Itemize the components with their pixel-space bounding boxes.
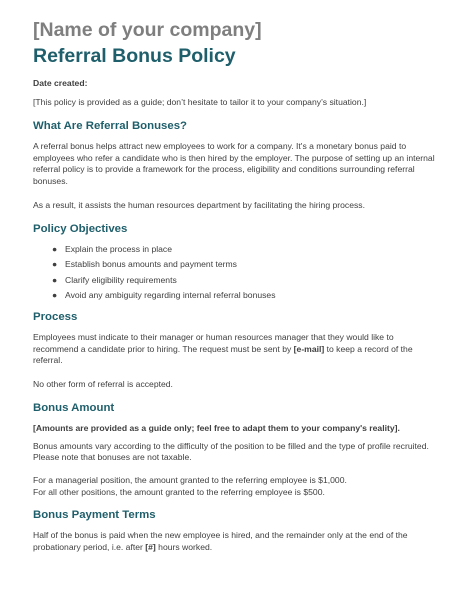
list-item: [52, 259, 446, 271]
section-heading-bonus-amount: Bonus Amount: [33, 401, 115, 414]
intro-note: [This policy is provided as a guide; don’t hesitate to tailor it to your company’s situation.]: [33, 97, 367, 107]
text-line: Bonus amounts vary according to the difficulty of the position to be filled and the type of profile recruited.: [33, 440, 429, 451]
section-heading-process: Process: [33, 311, 78, 323]
hours-placeholder: [#]: [145, 542, 156, 553]
text-segment: hours worked.: [155, 542, 213, 553]
bonus-amount-paragraph: [33, 441, 446, 464]
bullet-icon: ●: [52, 243, 58, 254]
text-line: [33, 344, 413, 354]
date-created-label: Date created:: [33, 78, 88, 88]
policy-title: Referral Bonus Policy: [33, 45, 236, 67]
text-line: bonuses.: [33, 176, 68, 187]
list-item-text: Clarify eligibility requirements: [65, 274, 177, 285]
text-segment: recommend a candidate prior to hiring. The request must be sent by: [33, 343, 294, 354]
list-item-text: Establish bonus amounts and payment terms: [65, 259, 237, 270]
process-paragraph: [33, 332, 446, 367]
bullet-icon: ●: [52, 274, 58, 285]
text-line: For a managerial position, the amount granted to the referring employee is $1,000.: [33, 474, 347, 485]
section-heading-policy-objectives: Policy Objectives: [33, 222, 128, 235]
list-item: [52, 290, 446, 302]
bonus-amount-note: [Amounts are provided as a guide only; feel free to adapt them to your company's reality].: [33, 422, 400, 433]
text-segment: to keep a record of the: [324, 343, 413, 354]
company-name-placeholder: [Name of your company]: [33, 19, 262, 41]
text-line: Please note that bonuses are not taxable.: [33, 452, 192, 463]
text-line: employees who refer a candidate who is then hired by the employer. The purpose of setting up an internal: [33, 152, 435, 163]
bullet-icon: ●: [52, 259, 58, 270]
objectives-list: [33, 244, 446, 302]
text-line: referral.: [33, 355, 63, 366]
section-heading-what-are-referral-bonuses: What Are Referral Bonuses?: [33, 120, 188, 132]
process-paragraph-2: No other form of referral is accepted.: [33, 379, 173, 390]
payment-terms-paragraph: [33, 530, 446, 553]
text-line: [33, 542, 212, 552]
what-are-paragraph-2: As a result, it assists the human resources department by facilitating the hiring process.: [33, 199, 365, 210]
text-line: Half of the bonus is paid when the new employee is hired, and the remainder only at the end of the: [33, 530, 408, 541]
text-line: For all other positions, the amount granted to the referring employee is $500.: [33, 486, 325, 497]
list-item-text: Avoid any ambiguity regarding internal referral bonuses: [65, 290, 276, 301]
bonus-amount-paragraph-2: [33, 475, 446, 498]
list-item: [52, 244, 446, 256]
text-segment: probationary period, i.e. after: [33, 542, 146, 553]
list-item-text: Explain the process in place: [65, 243, 173, 254]
what-are-paragraph: [33, 141, 446, 188]
text-line: A referral bonus helps attract new employees to work for a company. It's a monetary bonus paid to: [33, 141, 407, 151]
text-line: Employees must indicate to their manager or human resources manager that they would like to: [33, 332, 394, 342]
email-placeholder: [e-mail]: [293, 343, 325, 354]
bullet-icon: ●: [52, 290, 58, 301]
section-heading-bonus-payment-terms: Bonus Payment Terms: [33, 509, 156, 522]
list-item: [52, 275, 446, 287]
text-line: referral policy is to provide a framework for the process, eligibility and conditions surrounding referral: [33, 164, 415, 175]
